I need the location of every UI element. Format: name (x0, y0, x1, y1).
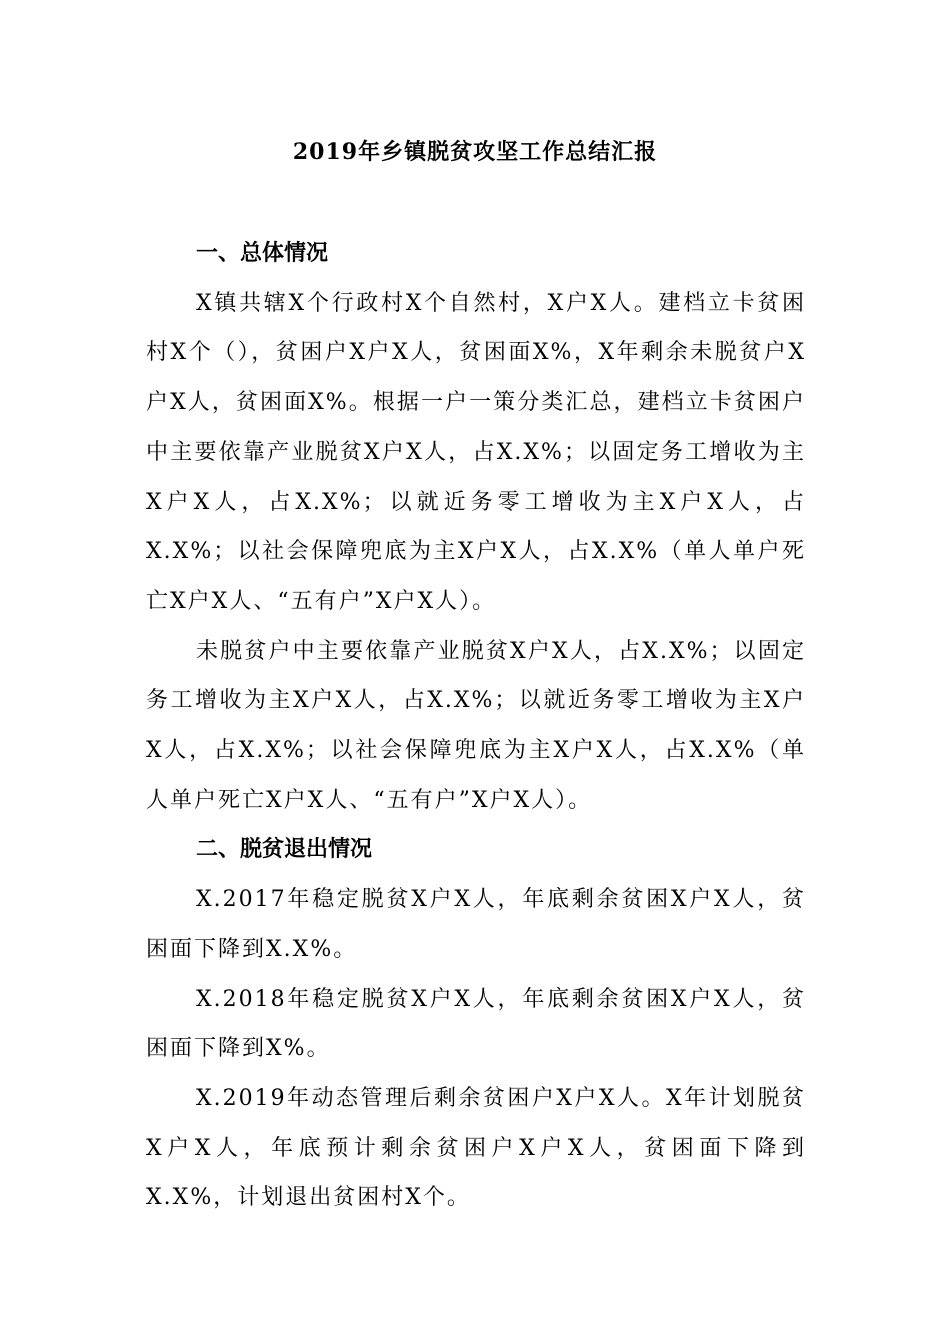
document-title: 2019年乡镇脱贫攻坚工作总结汇报 (292, 139, 658, 165)
paragraph-overview-1: X镇共辖X个行政村X个自然村，X户X人。建档立卡贫困村X个（），贫困户X户X人，贫困面X%，X年剩余未脱贫户X户X人，贫困面X%。根据一户一策分类汇总，建档立卡贫困户中主要依靠产业脱贫X户X人，占X.X%；以固定务工增收为主X户X人，占X.X%；以就近务零工增收为主X户X人，占X.X%；以社会保障兜底为主X户X人，占X.X%（单人单户死亡X户X人、“五有户”X户X人）。 (146, 290, 806, 614)
section-heading-exit: 二、脱贫退出情况 (196, 836, 373, 863)
paragraph-overview-2: 未脱贫户中主要依靠产业脱贫X户X人，占X.X%；以固定务工增收为主X户X人，占X.X%；以就近务零工增收为主X户X人，占X.X%；以社会保障兜底为主X户X人，占X.X%（单人单户死亡X户X人、“五有户”X户X人）。 (146, 638, 806, 813)
paragraph-exit-2019: X.2019年动态管理后剩余贫困户X户X人。X年计划脱贫X户X人，年底预计剩余贫困户X户X人，贫困面下降到X.X%，计划退出贫困村X个。 (146, 1085, 806, 1211)
section-heading-overview: 一、总体情况 (196, 240, 329, 266)
paragraph-exit-2018: X.2018年稳定脱贫X户X人，年底剩余贫困X户X人，贫困面下降到X%。 (146, 986, 806, 1062)
paragraph-exit-2017: X.2017年稳定脱贫X户X人，年底剩余贫困X户X人，贫困面下降到X.X%。 (146, 887, 806, 962)
document-body (146, 229, 806, 1223)
